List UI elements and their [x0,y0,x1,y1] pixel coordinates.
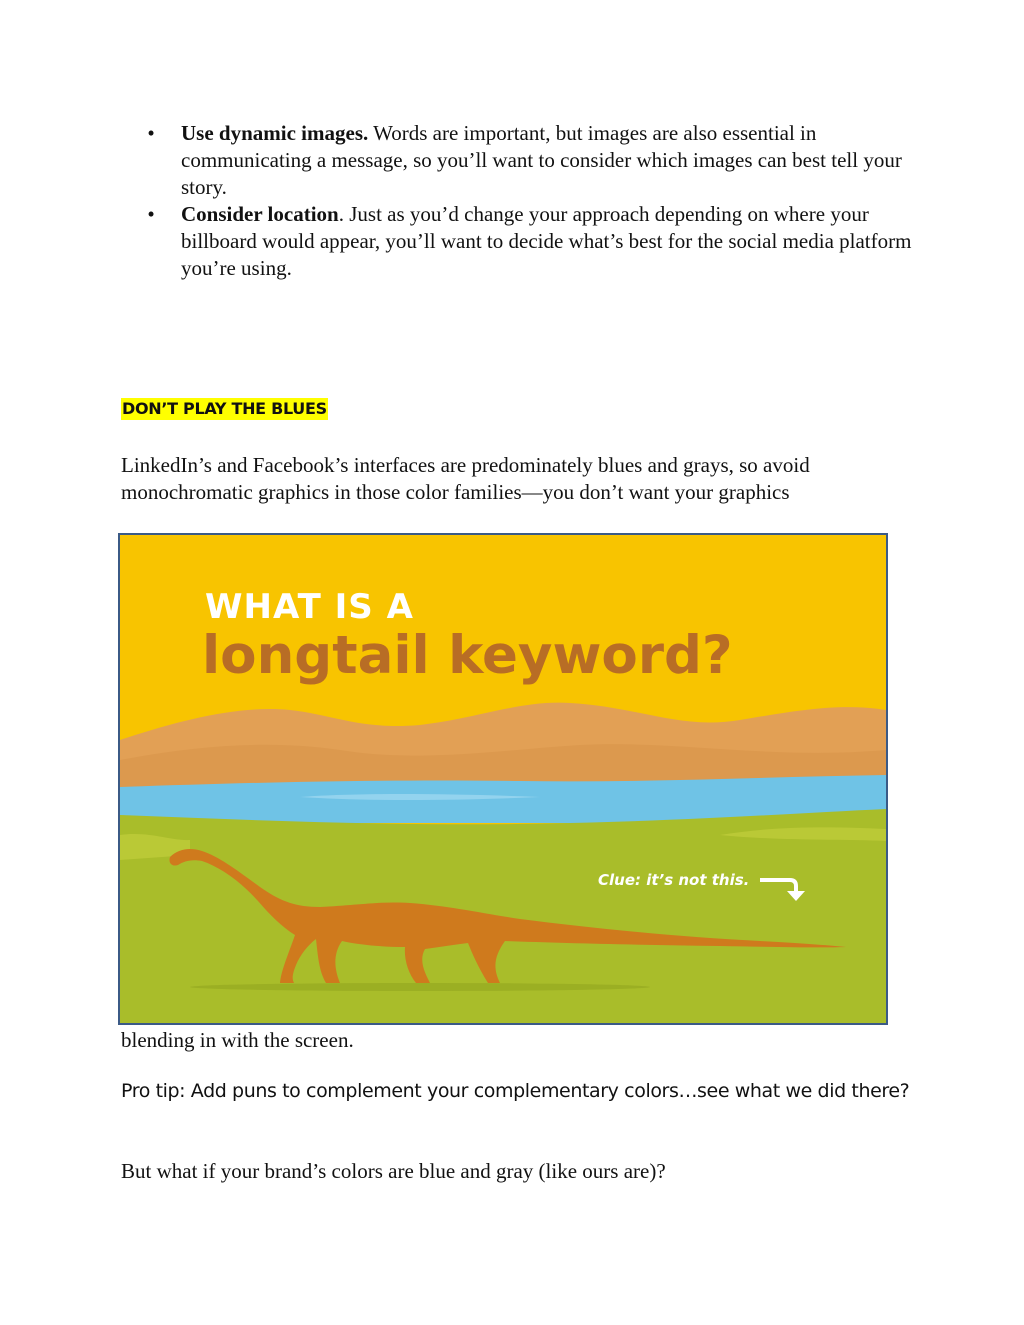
paragraph-interfaces: LinkedIn’s and Facebook’s interfaces are predominately blues and grays, so avoid monochromatic graphics in those color families—you don’t want your graphics [121,453,810,504]
bullet-text: . Just as you’d change your approach depending on where your billboard would appear, you’ll want to decide what’s best for the social media platform you’re using. [181,202,912,280]
grass [120,809,886,1023]
image-title-line-1: WHAT IS A [205,587,414,627]
paragraph-brand-colors: But what if your brand’s colors are blue and gray (like ours are)? [121,1159,666,1183]
longtail-keyword-image [118,533,888,1025]
bullet-dot: • [147,202,155,226]
shadow [190,983,650,991]
image-title-line-2: longtail keyword? [202,625,733,686]
bullet-bold-label: Consider location [181,202,339,226]
bullet-item-consider-location [145,201,915,282]
bullet-list [145,120,915,282]
pro-tip: Pro tip: Add puns to complement your complementary colors…see what we did there? [121,1080,910,1102]
image-clue-text: Clue: it’s not this. [598,871,750,889]
bullet-text: Words are important, but images are also essential in communicating a message, so you’ll want to consider which images can best tell your story. [181,121,902,199]
bullet-dot: • [147,121,155,145]
bullet-item-dynamic-images [145,120,915,201]
longtail-illustration [120,535,886,1023]
paragraph-blending: blending in with the screen. [121,1028,354,1052]
section-heading: DON’T PLAY THE BLUES [122,399,327,418]
bullet-bold-label: Use dynamic images. [181,121,369,145]
